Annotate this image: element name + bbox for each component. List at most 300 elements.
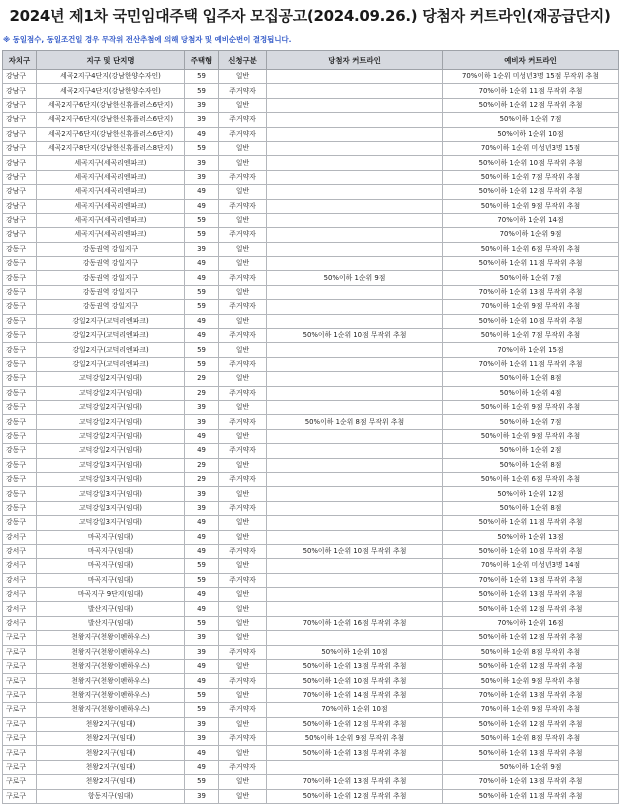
complex-cell: 고덕강일3지구(임대) xyxy=(37,458,185,472)
application-type-cell: 일반 xyxy=(219,688,267,702)
complex-cell: 고덕강일2지구(임대) xyxy=(37,386,185,400)
winner-cutline-cell xyxy=(267,199,443,213)
table-row xyxy=(3,487,619,501)
table-row xyxy=(3,516,619,530)
housing-type-cell: 39 xyxy=(185,170,219,184)
table-row xyxy=(3,141,619,155)
winner-cutline-cell xyxy=(267,98,443,112)
reserve-cutline-cell: 50%이하 1순위 9점 무작위 추첨 xyxy=(443,400,619,414)
district-cell: 강동구 xyxy=(3,242,37,256)
district-cell: 강남구 xyxy=(3,127,37,141)
complex-cell: 천왕지구(천왕이펜하우스) xyxy=(37,703,185,717)
application-type-cell: 일반 xyxy=(219,717,267,731)
table-row xyxy=(3,731,619,745)
table-row xyxy=(3,616,619,630)
housing-type-cell: 59 xyxy=(185,141,219,155)
table-row xyxy=(3,530,619,544)
housing-type-cell: 59 xyxy=(185,84,219,98)
winner-cutline-cell xyxy=(267,429,443,443)
housing-type-cell: 49 xyxy=(185,760,219,774)
application-type-cell: 일반 xyxy=(219,660,267,674)
reserve-cutline-cell: 50%이하 1순위 13점 무작위 추첨 xyxy=(443,588,619,602)
district-cell: 구로구 xyxy=(3,674,37,688)
reserve-cutline-cell: 50%이하 1순위 12점 무작위 추첨 xyxy=(443,602,619,616)
housing-type-cell: 59 xyxy=(185,688,219,702)
complex-cell: 마곡지구 9단지(임대) xyxy=(37,588,185,602)
housing-type-cell: 29 xyxy=(185,472,219,486)
reserve-cutline-cell: 50%이하 1순위 9점 xyxy=(443,760,619,774)
reserve-cutline-cell: 50%이하 1순위 12점 무작위 추첨 xyxy=(443,185,619,199)
application-type-cell: 일반 xyxy=(219,70,267,84)
housing-type-cell: 39 xyxy=(185,113,219,127)
complex-cell: 강일2지구(고덕리엔파크) xyxy=(37,357,185,371)
district-cell: 강남구 xyxy=(3,156,37,170)
application-type-cell: 일반 xyxy=(219,516,267,530)
district-cell: 강남구 xyxy=(3,98,37,112)
housing-type-cell: 59 xyxy=(185,70,219,84)
district-cell: 강동구 xyxy=(3,415,37,429)
complex-cell: 세곡2지구4단지(강남한양수자인) xyxy=(37,84,185,98)
complex-cell: 천왕지구(천왕이펜하우스) xyxy=(37,645,185,659)
district-cell: 강동구 xyxy=(3,501,37,515)
header-application-type: 신청구분 xyxy=(219,51,267,70)
district-cell: 구로구 xyxy=(3,789,37,803)
reserve-cutline-cell: 50%이하 1순위 10점 무작위 추첨 xyxy=(443,314,619,328)
complex-cell: 강동권역 강일지구 xyxy=(37,300,185,314)
header-reserve-cutline: 예비자 커트라인 xyxy=(443,51,619,70)
winner-cutline-cell: 50%이하 1순위 12점 무작위 추첨 xyxy=(267,717,443,731)
application-type-cell: 일반 xyxy=(219,616,267,630)
application-type-cell: 주거약자 xyxy=(219,760,267,774)
housing-type-cell: 29 xyxy=(185,372,219,386)
table-row xyxy=(3,501,619,515)
table-row xyxy=(3,645,619,659)
cutline-table xyxy=(2,50,619,804)
complex-cell: 고덕강일3지구(임대) xyxy=(37,487,185,501)
header-housing-type: 주택형 xyxy=(185,51,219,70)
winner-cutline-cell xyxy=(267,314,443,328)
reserve-cutline-cell: 70%이하 1순위 9점 xyxy=(443,228,619,242)
reserve-cutline-cell: 50%이하 1순위 12점 무작위 추첨 xyxy=(443,717,619,731)
table-row xyxy=(3,84,619,98)
application-type-cell: 주거약자 xyxy=(219,573,267,587)
district-cell: 강남구 xyxy=(3,228,37,242)
reserve-cutline-cell: 50%이하 1순위 13점 무작위 추첨 xyxy=(443,746,619,760)
winner-cutline-cell xyxy=(267,170,443,184)
district-cell: 강동구 xyxy=(3,257,37,271)
winner-cutline-cell xyxy=(267,472,443,486)
application-type-cell: 주거약자 xyxy=(219,271,267,285)
application-type-cell: 주거약자 xyxy=(219,170,267,184)
complex-cell: 강일2지구(고덕리엔파크) xyxy=(37,343,185,357)
table-row xyxy=(3,228,619,242)
table-row xyxy=(3,372,619,386)
application-type-cell: 주거약자 xyxy=(219,228,267,242)
table-row xyxy=(3,257,619,271)
complex-cell: 천왕지구(천왕이펜하우스) xyxy=(37,688,185,702)
reserve-cutline-cell: 50%이하 1순위 9점 무작위 추첨 xyxy=(443,674,619,688)
district-cell: 강남구 xyxy=(3,113,37,127)
housing-type-cell: 39 xyxy=(185,242,219,256)
district-cell: 강동구 xyxy=(3,314,37,328)
table-row xyxy=(3,588,619,602)
complex-cell: 고덕강일2지구(임대) xyxy=(37,400,185,414)
table-row xyxy=(3,688,619,702)
page-title: 2024년 제1차 국민임대주택 입주자 모집공고(2024.09.26.) 당첨자 커트라인(재공급단지) xyxy=(9,7,611,25)
district-cell: 구로구 xyxy=(3,746,37,760)
district-cell: 강동구 xyxy=(3,386,37,400)
reserve-cutline-cell: 50%이하 1순위 12점 무작위 추첨 xyxy=(443,660,619,674)
reserve-cutline-cell: 50%이하 1순위 7점 xyxy=(443,415,619,429)
winner-cutline-cell xyxy=(267,228,443,242)
table-row xyxy=(3,170,619,184)
complex-cell: 강동권역 강일지구 xyxy=(37,285,185,299)
application-type-cell: 일반 xyxy=(219,185,267,199)
application-type-cell: 주거약자 xyxy=(219,127,267,141)
winner-cutline-cell: 50%이하 1순위 10점 xyxy=(267,645,443,659)
reserve-cutline-cell: 50%이하 1순위 12점 xyxy=(443,487,619,501)
housing-type-cell: 39 xyxy=(185,717,219,731)
winner-cutline-cell xyxy=(267,185,443,199)
reserve-cutline-cell: 50%이하 1순위 10점 무작위 추첨 xyxy=(443,156,619,170)
winner-cutline-cell xyxy=(267,357,443,371)
winner-cutline-cell: 50%이하 1순위 10점 무작위 추첨 xyxy=(267,329,443,343)
district-cell: 구로구 xyxy=(3,688,37,702)
complex-cell: 발산지구(임대) xyxy=(37,602,185,616)
table-row xyxy=(3,300,619,314)
housing-type-cell: 39 xyxy=(185,789,219,803)
housing-type-cell: 39 xyxy=(185,400,219,414)
winner-cutline-cell: 50%이하 1순위 13점 무작위 추첨 xyxy=(267,746,443,760)
application-type-cell: 일반 xyxy=(219,588,267,602)
application-type-cell: 일반 xyxy=(219,257,267,271)
district-cell: 강서구 xyxy=(3,573,37,587)
reserve-cutline-cell: 70%이하 1순위 13점 무작위 추첨 xyxy=(443,688,619,702)
complex-cell: 세곡지구(세곡리엔파크) xyxy=(37,213,185,227)
table-row xyxy=(3,70,619,84)
reserve-cutline-cell: 50%이하 1순위 8점 xyxy=(443,501,619,515)
winner-cutline-cell xyxy=(267,487,443,501)
housing-type-cell: 59 xyxy=(185,228,219,242)
housing-type-cell: 59 xyxy=(185,300,219,314)
winner-cutline-cell xyxy=(267,70,443,84)
reserve-cutline-cell: 70%이하 1순위 미성년3명 15점 xyxy=(443,141,619,155)
table-body xyxy=(3,70,619,804)
reserve-cutline-cell: 50%이하 1순위 13점 xyxy=(443,530,619,544)
complex-cell: 고덕강일2지구(임대) xyxy=(37,444,185,458)
table-row xyxy=(3,573,619,587)
district-cell: 강동구 xyxy=(3,271,37,285)
reserve-cutline-cell: 50%이하 1순위 10점 xyxy=(443,127,619,141)
winner-cutline-cell: 70%이하 1순위 10점 xyxy=(267,703,443,717)
reserve-cutline-cell: 70%이하 1순위 16점 xyxy=(443,616,619,630)
reserve-cutline-cell: 50%이하 1순위 12점 무작위 추첨 xyxy=(443,98,619,112)
application-type-cell: 일반 xyxy=(219,343,267,357)
application-type-cell: 일반 xyxy=(219,775,267,789)
district-cell: 강서구 xyxy=(3,559,37,573)
winner-cutline-cell xyxy=(267,242,443,256)
application-type-cell: 일반 xyxy=(219,213,267,227)
complex-cell: 세곡지구(세곡리엔파크) xyxy=(37,228,185,242)
application-type-cell: 주거약자 xyxy=(219,113,267,127)
complex-cell: 천왕2지구(임대) xyxy=(37,717,185,731)
complex-cell: 고덕강일3지구(임대) xyxy=(37,516,185,530)
complex-cell: 고덕강일2지구(임대) xyxy=(37,372,185,386)
housing-type-cell: 59 xyxy=(185,213,219,227)
housing-type-cell: 49 xyxy=(185,257,219,271)
winner-cutline-cell xyxy=(267,127,443,141)
district-cell: 강동구 xyxy=(3,372,37,386)
district-cell: 구로구 xyxy=(3,660,37,674)
table-row xyxy=(3,98,619,112)
reserve-cutline-cell: 70%이하 1순위 13점 무작위 추첨 xyxy=(443,285,619,299)
complex-cell: 천왕지구(천왕이펜하우스) xyxy=(37,660,185,674)
winner-cutline-cell xyxy=(267,588,443,602)
housing-type-cell: 49 xyxy=(185,271,219,285)
district-cell: 강동구 xyxy=(3,429,37,443)
reserve-cutline-cell: 50%이하 1순위 8점 xyxy=(443,372,619,386)
application-type-cell: 일반 xyxy=(219,602,267,616)
reserve-cutline-cell: 50%이하 1순위 7점 xyxy=(443,271,619,285)
district-cell: 강동구 xyxy=(3,472,37,486)
district-cell: 구로구 xyxy=(3,731,37,745)
winner-cutline-cell: 50%이하 1순위 9점 무작위 추첨 xyxy=(267,731,443,745)
complex-cell: 세곡지구(세곡리엔파크) xyxy=(37,156,185,170)
housing-type-cell: 49 xyxy=(185,127,219,141)
winner-cutline-cell xyxy=(267,285,443,299)
reserve-cutline-cell: 70%이하 1순위 9점 무작위 추첨 xyxy=(443,300,619,314)
housing-type-cell: 39 xyxy=(185,487,219,501)
application-type-cell: 일반 xyxy=(219,429,267,443)
complex-cell: 세곡2지구4단지(강남한양수자인) xyxy=(37,70,185,84)
reserve-cutline-cell: 50%이하 1순위 9점 무작위 추첨 xyxy=(443,199,619,213)
winner-cutline-cell xyxy=(267,257,443,271)
winner-cutline-cell xyxy=(267,386,443,400)
notice-text: ※ 동일점수, 동일조건일 경우 무작위 전산추첨에 의해 당첨자 및 예비순번이 결정됩니다. xyxy=(3,35,292,44)
housing-type-cell: 29 xyxy=(185,458,219,472)
table-row xyxy=(3,717,619,731)
complex-cell: 강동권역 강일지구 xyxy=(37,271,185,285)
reserve-cutline-cell: 50%이하 1순위 8점 무작위 추첨 xyxy=(443,731,619,745)
complex-cell: 고덕강일3지구(임대) xyxy=(37,472,185,486)
district-cell: 구로구 xyxy=(3,703,37,717)
district-cell: 구로구 xyxy=(3,775,37,789)
housing-type-cell: 39 xyxy=(185,415,219,429)
district-cell: 강남구 xyxy=(3,199,37,213)
table-row xyxy=(3,156,619,170)
reserve-cutline-cell: 70%이하 1순위 미성년3명 14점 xyxy=(443,559,619,573)
complex-cell: 고덕강일2지구(임대) xyxy=(37,429,185,443)
complex-cell: 천왕2지구(임대) xyxy=(37,775,185,789)
housing-type-cell: 49 xyxy=(185,660,219,674)
housing-type-cell: 39 xyxy=(185,731,219,745)
complex-cell: 천왕2지구(임대) xyxy=(37,731,185,745)
housing-type-cell: 49 xyxy=(185,746,219,760)
complex-cell: 세곡지구(세곡리엔파크) xyxy=(37,199,185,213)
application-type-cell: 일반 xyxy=(219,400,267,414)
table-row xyxy=(3,559,619,573)
reserve-cutline-cell: 50%이하 1순위 11점 무작위 추첨 xyxy=(443,789,619,803)
reserve-cutline-cell: 50%이하 1순위 8점 xyxy=(443,458,619,472)
table-row xyxy=(3,242,619,256)
table-row xyxy=(3,357,619,371)
application-type-cell: 주거약자 xyxy=(219,544,267,558)
winner-cutline-cell: 70%이하 1순위 14점 무작위 추첨 xyxy=(267,688,443,702)
application-type-cell: 일반 xyxy=(219,789,267,803)
reserve-cutline-cell: 50%이하 1순위 9점 무작위 추첨 xyxy=(443,429,619,443)
winner-cutline-cell xyxy=(267,559,443,573)
housing-type-cell: 49 xyxy=(185,185,219,199)
reserve-cutline-cell: 50%이하 1순위 12점 무작위 추첨 xyxy=(443,631,619,645)
housing-type-cell: 49 xyxy=(185,544,219,558)
housing-type-cell: 39 xyxy=(185,98,219,112)
complex-cell: 강일2지구(고덕리엔파크) xyxy=(37,314,185,328)
reserve-cutline-cell: 70%이하 1순위 미성년3명 15점 무작위 추첨 xyxy=(443,70,619,84)
winner-cutline-cell xyxy=(267,760,443,774)
complex-cell: 세곡2지구6단지(강남한신휴플러스6단지) xyxy=(37,127,185,141)
complex-cell: 강동권역 강일지구 xyxy=(37,242,185,256)
complex-cell: 마곡지구(임대) xyxy=(37,544,185,558)
winner-cutline-cell: 50%이하 1순위 9점 xyxy=(267,271,443,285)
district-cell: 강동구 xyxy=(3,329,37,343)
reserve-cutline-cell: 50%이하 1순위 7점 무작위 추첨 xyxy=(443,170,619,184)
housing-type-cell: 59 xyxy=(185,775,219,789)
application-type-cell: 주거약자 xyxy=(219,703,267,717)
complex-cell: 천왕지구(천왕이펜하우스) xyxy=(37,674,185,688)
table-row xyxy=(3,660,619,674)
table-row xyxy=(3,213,619,227)
district-cell: 강동구 xyxy=(3,487,37,501)
table-row xyxy=(3,703,619,717)
housing-type-cell: 59 xyxy=(185,357,219,371)
housing-type-cell: 39 xyxy=(185,631,219,645)
district-cell: 강동구 xyxy=(3,343,37,357)
district-cell: 강남구 xyxy=(3,170,37,184)
table-row xyxy=(3,544,619,558)
table-row xyxy=(3,400,619,414)
winner-cutline-cell xyxy=(267,530,443,544)
district-cell: 강서구 xyxy=(3,602,37,616)
district-cell: 강남구 xyxy=(3,213,37,227)
reserve-cutline-cell: 70%이하 1순위 13점 무작위 추첨 xyxy=(443,775,619,789)
table-row xyxy=(3,472,619,486)
district-cell: 강서구 xyxy=(3,530,37,544)
reserve-cutline-cell: 70%이하 1순위 11점 무작위 추첨 xyxy=(443,357,619,371)
complex-cell: 천왕2지구(임대) xyxy=(37,746,185,760)
table-row xyxy=(3,746,619,760)
winner-cutline-cell xyxy=(267,141,443,155)
reserve-cutline-cell: 50%이하 1순위 4점 xyxy=(443,386,619,400)
housing-type-cell: 49 xyxy=(185,602,219,616)
complex-cell: 항동지구(임대) xyxy=(37,789,185,803)
application-type-cell: 주거약자 xyxy=(219,357,267,371)
winner-cutline-cell: 50%이하 1순위 10점 무작위 추첨 xyxy=(267,674,443,688)
housing-type-cell: 49 xyxy=(185,674,219,688)
district-cell: 강동구 xyxy=(3,516,37,530)
district-cell: 구로구 xyxy=(3,631,37,645)
application-type-cell: 주거약자 xyxy=(219,444,267,458)
district-cell: 강남구 xyxy=(3,185,37,199)
housing-type-cell: 39 xyxy=(185,645,219,659)
winner-cutline-cell: 50%이하 1순위 13점 무작위 추첨 xyxy=(267,660,443,674)
housing-type-cell: 49 xyxy=(185,314,219,328)
housing-type-cell: 29 xyxy=(185,386,219,400)
complex-cell: 마곡지구(임대) xyxy=(37,559,185,573)
district-cell: 강서구 xyxy=(3,544,37,558)
winner-cutline-cell xyxy=(267,343,443,357)
application-type-cell: 일반 xyxy=(219,242,267,256)
winner-cutline-cell xyxy=(267,602,443,616)
winner-cutline-cell xyxy=(267,501,443,515)
winner-cutline-cell xyxy=(267,400,443,414)
winner-cutline-cell: 50%이하 1순위 12점 무작위 추첨 xyxy=(267,789,443,803)
housing-type-cell: 49 xyxy=(185,516,219,530)
complex-cell: 세곡지구(세곡리엔파크) xyxy=(37,170,185,184)
winner-cutline-cell: 50%이하 1순위 8점 무작위 추첨 xyxy=(267,415,443,429)
winner-cutline-cell xyxy=(267,113,443,127)
winner-cutline-cell xyxy=(267,156,443,170)
application-type-cell: 주거약자 xyxy=(219,415,267,429)
housing-type-cell: 59 xyxy=(185,559,219,573)
table-row xyxy=(3,386,619,400)
reserve-cutline-cell: 70%이하 1순위 13점 무작위 추첨 xyxy=(443,573,619,587)
application-type-cell: 일반 xyxy=(219,156,267,170)
reserve-cutline-cell: 50%이하 1순위 7점 무작위 추첨 xyxy=(443,329,619,343)
table-row xyxy=(3,314,619,328)
housing-type-cell: 49 xyxy=(185,199,219,213)
housing-type-cell: 59 xyxy=(185,616,219,630)
winner-cutline-cell xyxy=(267,444,443,458)
application-type-cell: 주거약자 xyxy=(219,501,267,515)
application-type-cell: 일반 xyxy=(219,285,267,299)
reserve-cutline-cell: 70%이하 1순위 11점 무작위 추첨 xyxy=(443,84,619,98)
header-winner-cutline: 당첨자 커트라인 xyxy=(267,51,443,70)
winner-cutline-cell: 70%이하 1순위 13점 무작위 추첨 xyxy=(267,775,443,789)
district-cell: 구로구 xyxy=(3,717,37,731)
winner-cutline-cell: 70%이하 1순위 16점 무작위 추첨 xyxy=(267,616,443,630)
complex-cell: 천왕2지구(임대) xyxy=(37,760,185,774)
reserve-cutline-cell: 50%이하 1순위 8점 무작위 추첨 xyxy=(443,645,619,659)
district-cell: 강동구 xyxy=(3,300,37,314)
district-cell: 강동구 xyxy=(3,458,37,472)
complex-cell: 강일2지구(고덕리엔파크) xyxy=(37,329,185,343)
table-row xyxy=(3,602,619,616)
application-type-cell: 일반 xyxy=(219,631,267,645)
table-header-row xyxy=(3,51,619,70)
housing-type-cell: 49 xyxy=(185,444,219,458)
table-row xyxy=(3,458,619,472)
district-cell: 강동구 xyxy=(3,285,37,299)
table-row xyxy=(3,285,619,299)
application-type-cell: 주거약자 xyxy=(219,645,267,659)
application-type-cell: 주거약자 xyxy=(219,329,267,343)
header-district: 자치구 xyxy=(3,51,37,70)
complex-cell: 고덕강일2지구(임대) xyxy=(37,415,185,429)
table-row xyxy=(3,415,619,429)
winner-cutline-cell xyxy=(267,458,443,472)
complex-cell: 고덕강일3지구(임대) xyxy=(37,501,185,515)
reserve-cutline-cell: 50%이하 1순위 10점 무작위 추첨 xyxy=(443,544,619,558)
housing-type-cell: 39 xyxy=(185,156,219,170)
district-cell: 강서구 xyxy=(3,588,37,602)
housing-type-cell: 49 xyxy=(185,588,219,602)
reserve-cutline-cell: 70%이하 1순위 15점 xyxy=(443,343,619,357)
application-type-cell: 일반 xyxy=(219,530,267,544)
winner-cutline-cell: 50%이하 1순위 10점 무작위 추첨 xyxy=(267,544,443,558)
table-row xyxy=(3,329,619,343)
application-type-cell: 일반 xyxy=(219,487,267,501)
housing-type-cell: 49 xyxy=(185,329,219,343)
